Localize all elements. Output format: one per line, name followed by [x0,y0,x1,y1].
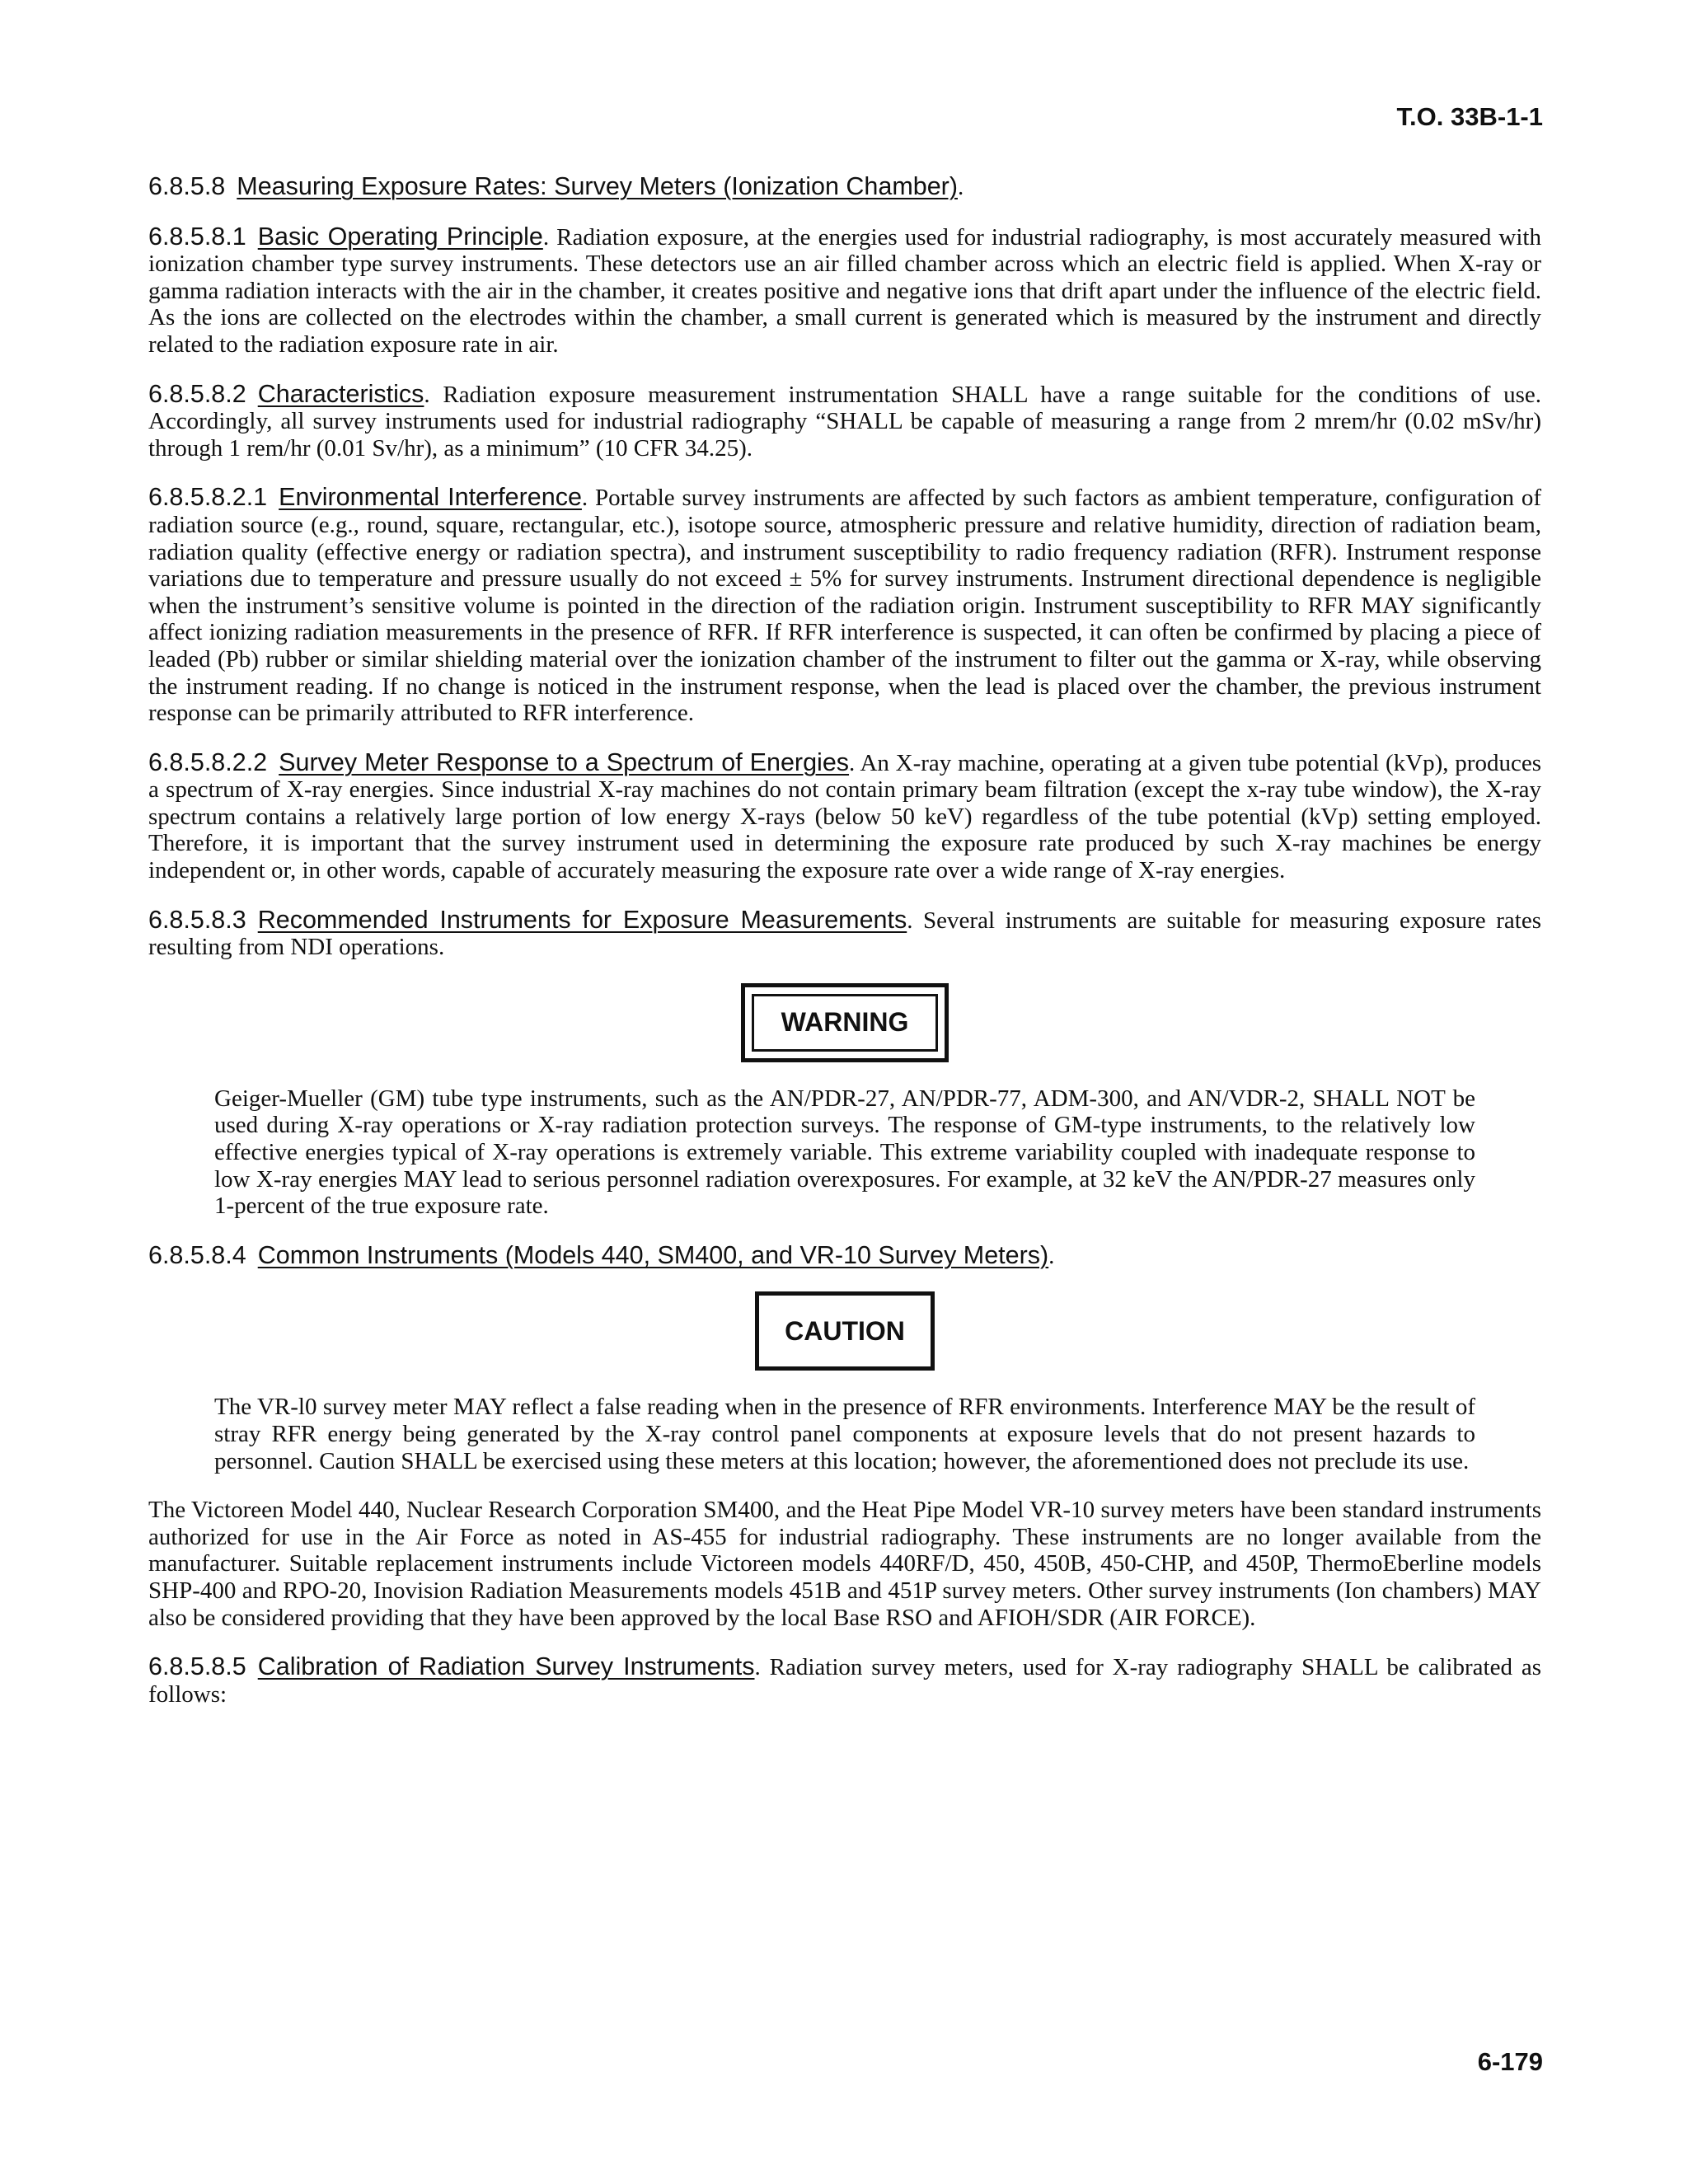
section-6-8-5-8-5 [148,1653,1541,1708]
section-heading: Characteristics [257,379,424,408]
section-heading: Calibration of Radiation Survey Instruments [257,1652,755,1681]
section-6-8-5-8-2 [148,381,1541,462]
warning-box [741,983,949,1062]
section-6-8-5-8-1 [148,223,1541,359]
section-body: . Several instruments are suitable for measuring exposure rates resulting from NDI operations. [148,907,1541,961]
section-6-8-5-8-2-2 [148,749,1541,884]
section-body: . An X-ray machine, operating at a given tube potential (kVp), produces a spectrum of X-ray energies. Since industrial X-ray machines do not contain primary beam filtration (except the x-ray tube window), the X-ray spectrum contains a relatively large portion of low energy X-rays (below 50 keV) regardless of the tube potential (kVp) setting employed. Therefore, it is important that the survey instrument used in determining the exposure rate produced by such X-ray machines be energy independent or, in other words, capable of accurately measuring the exposure rate over a wide range of X-ray energies. [148,749,1541,884]
section-heading: Environmental Interference [279,483,582,512]
section-tail: . [1048,1242,1055,1269]
section-number: 6.8.5.8.2 [148,379,246,408]
document-body [148,173,1541,1730]
section-6-8-5-8-3 [148,907,1541,961]
section-body: . Radiation exposure measurement instrumentation SHALL have a range suitable for the conditions of use. Accordingly, all survey instruments used for industrial radiography “SHALL be capable of measuring a range from 2 mrem/hr (0.02 mSv/hr) through 1 rem/hr (0.01 Sv/hr), as a minimum” (10 CFR 34.25). [148,381,1541,462]
instruments-paragraph: The Victoreen Model 440, Nuclear Research Corporation SM400, and the Heat Pipe Model VR-10 survey meters have been standard instruments authorized for use in the Air Force as noted in AS-455 for industrial radiography. These instruments are no longer available from the manufacturer. Suitable replacement instruments include Victoreen models 440RF/D, 450, 450B, 450-CHP, and 450P, ThermoEberline models SHP-400 and RPO-20, Inovision Radiation Measurements models 451B and 451P survey meters. Other survey instruments (Ion chambers) MAY also be considered providing that they have been approved by the local Base RSO and AFIOH/SDR (AIR FORCE). [148,1497,1541,1631]
warning-notice [148,983,1541,1062]
caution-notice [148,1291,1541,1371]
section-heading: Recommended Instruments for Exposure Measurements [257,905,907,934]
section-number: 6.8.5.8.2.2 [148,748,268,776]
section-number: 6.8.5.8.1 [148,222,246,251]
section-6-8-5-8 [148,173,1541,201]
section-heading: Basic Operating Principle [257,222,543,251]
section-6-8-5-8-4 [148,1242,1541,1270]
caution-label: CAUTION [755,1291,935,1371]
warning-label: WARNING [752,994,938,1052]
section-heading: Common Instruments (Models 440, SM400, and VR-10 Survey Meters) [257,1240,1049,1269]
caution-text: The VR-l0 survey meter MAY reflect a false reading when in the presence of RFR environments. Interference MAY be the result of stray RFR energy being generated by the X-ray control panel components at exposure levels that do not present hazards to personnel. Caution SHALL be exercised using these meters at this location; however, the aforementioned does not preclude its use. [214,1394,1475,1474]
section-body: . Portable survey instruments are affected by such factors as ambient temperature, configuration of radiation source (e.g., round, square, rectangular, etc.), isotope source, atmospheric pressure and relative humidity, direction of radiation beam, radiation quality (effective energy or radiation spectra), and instrument susceptibility to radio frequency radiation (RFR). Instrument response variations due to temperature and pressure usually do not exceed ± 5% for survey instruments. Instrument directional dependence is negligible when the instrument’s sensitive volume is pointed in the direction of the radiation origin. Instrument susceptibility to RFR MAY significantly affect ionizing radiation measurements in the presence of RFR. If RFR interference is suspected, it can often be confirmed by placing a piece of leaded (Pb) rubber or similar shielding material over the ionization chamber of the instrument to filter out the gamma or X-ray, while observing the instrument reading. If no change is noticed in the instrument response, when the lead is placed over the chamber, the previous instrument response can be primarily attributed to RFR interference. [148,485,1541,727]
section-6-8-5-8-2-1 [148,484,1541,726]
section-number: 6.8.5.8.5 [148,1652,246,1681]
section-body: . Radiation exposure, at the energies used for industrial radiography, is most accurately measured with ionization chamber type survey instruments. These detectors use an air filled chamber across which an electric field is applied. When X-ray or gamma radiation interacts with the air in the chamber, it creates positive and negative ions that drift apart under the influence of the electric field. As the ions are collected on the electrodes within the chamber, a small current is generated which is measured by the instrument and directly related to the radiation exposure rate in air. [148,223,1541,358]
section-heading: Measuring Exposure Rates: Survey Meters (Ionization Chamber) [237,172,958,200]
section-body: . Radiation survey meters, used for X-ray radiography SHALL be calibrated as follows: [148,1654,1541,1708]
section-tail: . [957,174,964,200]
section-number: 6.8.5.8 [148,172,226,200]
section-heading: Survey Meter Response to a Spectrum of Energies [279,748,850,776]
document-id-header: T.O. 33B-1-1 [1396,102,1543,131]
section-number: 6.8.5.8.2.1 [148,483,268,512]
section-number: 6.8.5.8.4 [148,1240,246,1269]
warning-text: Geiger-Mueller (GM) tube type instruments, such as the AN/PDR-27, AN/PDR-77, ADM-300, and AN/VDR-2, SHALL NOT be used during X-ray operations or X-ray radiation protection surveys. The response of GM-type instruments, to the relatively low effective energies typical of X-ray operations is extremely variable. This extreme variability coupled with inadequate response to low X-ray energies MAY lead to serious personnel radiation overexposures. For example, at 32 keV the AN/PDR-27 measures only 1-percent of the true exposure rate. [214,1085,1475,1220]
page-number-footer: 6-179 [1477,2047,1543,2076]
section-number: 6.8.5.8.3 [148,905,246,934]
